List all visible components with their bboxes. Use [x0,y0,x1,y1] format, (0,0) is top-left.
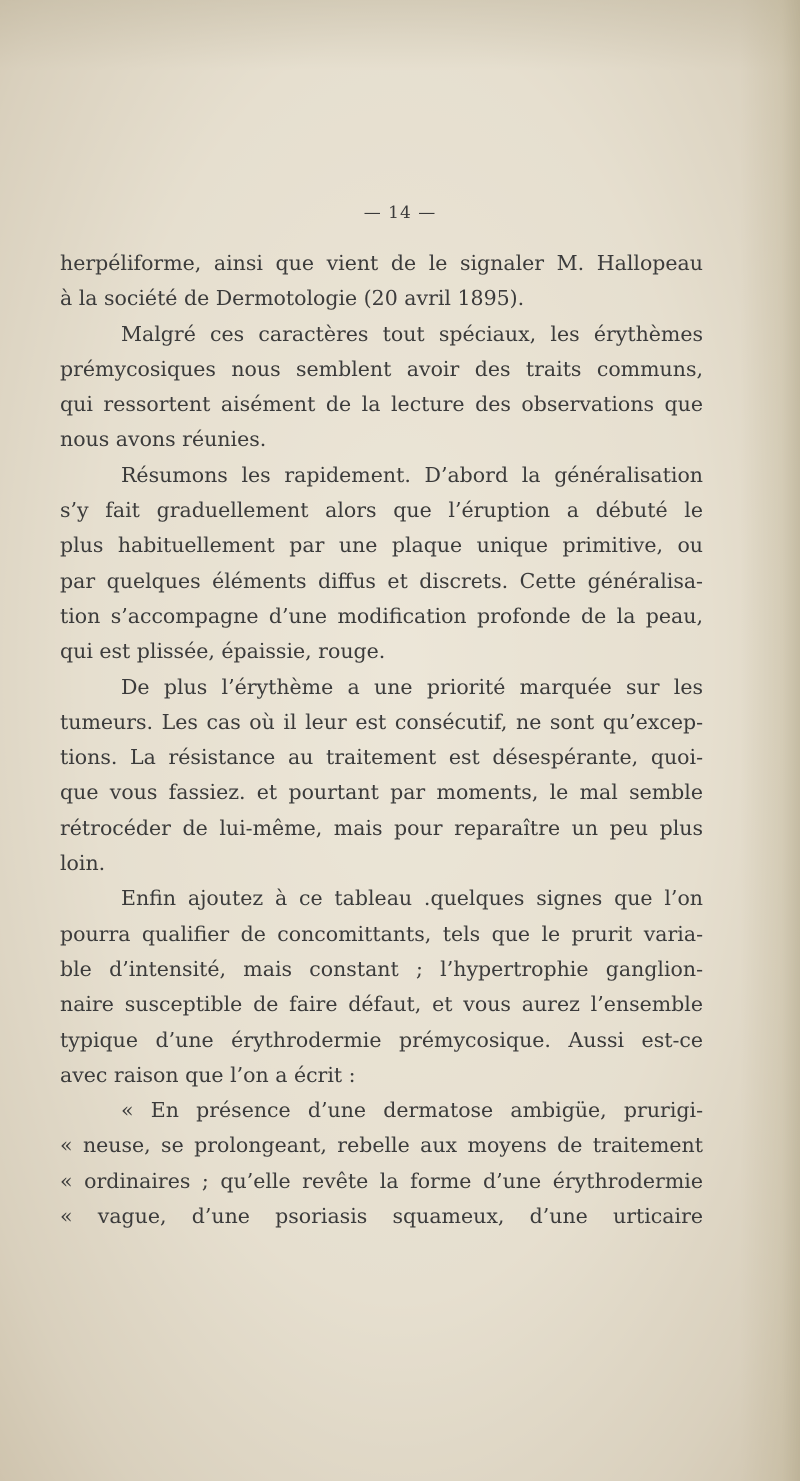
text-line: par quelques éléments diffus et discrets. Cette généralisa- [60,568,703,593]
text-line: à la société de Dermotologie (20 avril 1895). [60,286,525,311]
text-line: qui est plissée, épaissie, rouge. [60,639,386,664]
text-line: Enfin ajoutez à ce tableau .quelques signes que l’on [121,886,703,911]
text-line: ble d’intensité, mais constant ; l’hypertrophie ganglion- [60,956,703,981]
text-line: herpéliforme, ainsi que vient de le signaler M. Hallopeau [60,251,703,275]
text-line: tions. La résistance au traitement est désespérante, quoi- [60,745,703,770]
text-line: rétrocéder de lui-même, mais pour reparaître un peu plus [60,815,703,840]
text-line: loin. [60,851,106,876]
text-line: naire susceptible de faire défaut, et vous aurez l’ensemble [60,992,703,1017]
body-text [60,246,703,1234]
text-line: plus habituellement par une plaque unique primitive, ou [60,533,703,558]
text-line: « En présence d’une dermatose ambigüe, prurigi- [121,1098,703,1123]
text-line: pourra qualifier de concomittants, tels que le prurit varia- [60,921,703,946]
text-line: typique d’une érythrodermie prémycosique. Aussi est-ce [60,1027,703,1052]
text-line: tumeurs. Les cas où il leur est consécutif, ne sont qu’excep- [60,709,703,734]
text-line: tion s’accompagne d’une modification profonde de la peau, [60,603,703,628]
text-line: s’y fait graduellement alors que l’éruption a débuté le [60,498,703,523]
text-line: avec raison que l’on a écrit : [60,1062,356,1087]
text-line: prémycosiques nous semblent avoir des traits communs, [60,356,703,381]
text-line: « ordinaires ; qu’elle revête la forme d’une érythrodermie [60,1168,703,1193]
text-line: qui ressortent aisément de la lecture des observations que [60,392,703,417]
text-line: « vague, d’une psoriasis squameux, d’une urticaire [60,1204,703,1229]
text-line: Résumons les rapidement. D’abord la généralisation [121,462,703,487]
page-shadow-top [0,0,800,70]
text-line: que vous fassiez. et pourtant par moments, le mal semble [60,780,703,805]
page-number: — 14 — [363,203,437,223]
text-line: Malgré ces caractères tout spéciaux, les érythèmes [121,321,703,346]
text-line: nous avons réunies. [60,427,267,452]
text-line: « neuse, se prolongeant, rebelle aux moyens de traitement [60,1133,703,1158]
text-line: De plus l’érythème a une priorité marquée sur les [121,674,703,699]
